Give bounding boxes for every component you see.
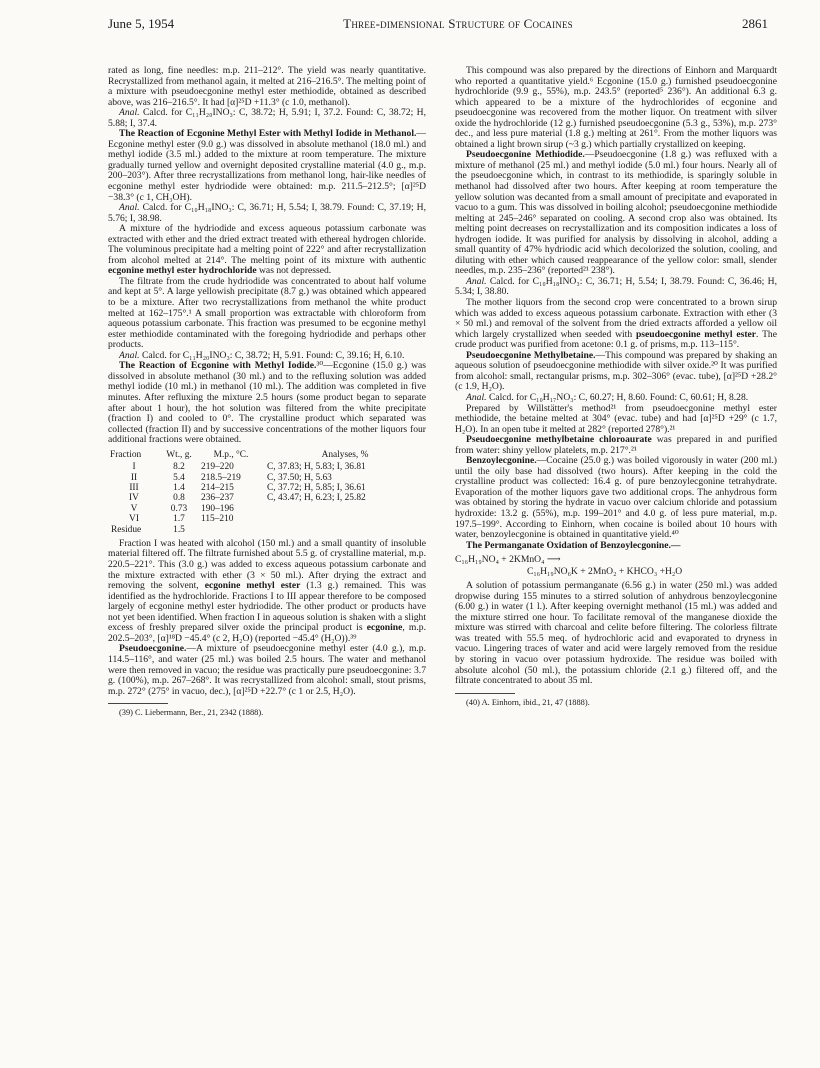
section-text: —A mixture of pseudoecgonine methyl ester (4.0 g.), m.p. 114.5–116°, and water (25 ml.) was boiled 2.5 hours. The water and methanol were then removed in vacuo; the residue was practically pure pseudoecgonine: 3.7 g. (100%), m.p. 267–268°. It was recrystallized from alcohol: small, stout prisms, m.p. 272° (275° in vacuo, dec.), [α]²⁵D +22.7° (c 1 or 2.5, H₂O). xyxy=(108,643,426,697)
text-run: The mother liquors from the second crop were concentrated to a brown sirup which was added to excess aqueous potassium carbonate. Extraction with ether (3 × 50 ml.) and removal of the solvent from the dried extracts afforded a yellow oil which largely crystallized when seeded with xyxy=(455,297,777,340)
analysis-text: Calcd. for C₁₁H₂₀INO₃: C, 38.72; H, 5.91; I, 37.2. Found: C, 38.72; H, 5.88; I, 37.4. xyxy=(108,107,427,129)
table-cell: 219–220 xyxy=(201,462,234,473)
table-cell: 8.2 xyxy=(173,462,185,473)
text-run: . The crude product was purified from acetone: 0.1 g. of prisms, m.p. 113–115°. xyxy=(455,328,777,351)
compound-name: ecgonine methyl ester xyxy=(204,580,301,592)
table-row xyxy=(108,473,426,483)
table-cell: III xyxy=(129,482,139,493)
section-heading: The Reaction of Ecgonine Methyl Ester with Methyl Iodide in Methanol. xyxy=(119,128,417,140)
table-cell xyxy=(264,514,426,524)
section-paragraph xyxy=(108,361,426,445)
section-paragraph xyxy=(455,456,777,540)
section-paragraph xyxy=(455,541,777,552)
table-cell: V xyxy=(130,503,138,514)
compound-name: ecgonine xyxy=(366,622,403,634)
table-cell: 5.4 xyxy=(173,472,185,483)
text-run: was not depressed. xyxy=(256,265,332,277)
analysis-paragraph xyxy=(455,393,777,404)
anal-label: Anal. xyxy=(466,391,487,403)
table-cell: 190–196 xyxy=(201,503,234,514)
compound-name: ecgonine methyl ester hydrochloride xyxy=(108,265,257,277)
table-cell: C, 37.83; H, 5.83; I, 36.81 xyxy=(267,462,366,473)
section-text: —Cocaine (25.0 g.) was boiled vigorously in water (200 ml.) until the oily base had dissolved (two hours). After keeping in the cold the crystalline product was collected: 16.4 g. of pure benzoylecgonine tetrahydrate. Evaporation of the mother liquors gave two additional crops. The anhydrous form was obtained by storing the hydrate in vacuo over calcium chloride and potassium hydroxide: 13.2 g. (55%), m.p. 199–201° and 4.0 g. of less pure material, m.p. 197.5–199°. According to Einhorn, when cocaine is boiled about 10 hours with water, benzoylecgonine is obtained in quantitative yield.⁴⁰ xyxy=(455,455,777,541)
reaction-equation xyxy=(455,554,777,578)
section-paragraph xyxy=(455,150,777,277)
table-cell: II xyxy=(130,472,138,483)
table-cell: VI xyxy=(129,514,139,525)
analysis-text: Calcd. for C₁₁H₂₀INO₃: C, 38.72; H, 5.91. Found: C, 39.16; H, 6.10. xyxy=(141,349,405,361)
header-date: June 5, 1954 xyxy=(108,16,175,31)
analysis-paragraph xyxy=(108,203,426,224)
table-cell: 0.8 xyxy=(173,493,185,504)
table-cell: Residue xyxy=(111,524,142,535)
table-cell: IV xyxy=(129,493,139,504)
table-row xyxy=(108,483,426,493)
text-run: (1.3 g.) remained. This was identified as the hydrochloride. Fractions I to III appear therefore to be composed largely of ecgonine methyl ester hydriodide. The other product or products have not yet been identified. When fraction I in aqueous solution is shaken with a slight excess of freshly prepared silver oxide the principal product is xyxy=(108,580,427,634)
section-heading: The Permanganate Oxidation of Benzoylecgonine.— xyxy=(466,539,681,551)
table-cell: 218.5–219 xyxy=(201,472,241,483)
anal-label: Anal. xyxy=(119,107,140,119)
page-number: 2861 xyxy=(741,16,768,31)
table-cell xyxy=(198,525,264,535)
footnote: (40) A. Einhorn, ibid., 21, 47 (1888). xyxy=(466,697,590,707)
table-row xyxy=(108,504,426,514)
table-row xyxy=(108,493,426,503)
page-header xyxy=(108,16,768,34)
table-header-row xyxy=(108,450,426,462)
column-header: Analyses, % xyxy=(321,449,369,460)
text-run: , m.p. 202.5–203°, [α]¹⁸D −45.4° (c 2, H₂O) (reported −45.4° (H₂O)).³⁹ xyxy=(108,622,426,644)
column-header: Wt., g. xyxy=(166,449,192,460)
analysis-text: Calcd. for C₁₀H₁₇NO₃: C, 60.27; H, 8.60. Found: C, 60.61; H, 8.28. xyxy=(488,391,749,403)
left-column xyxy=(108,66,426,718)
paragraph: rated as long, fine needles: m.p. 211–212°. The yield was nearly quantitative. Recrystallized from methanol again, it melted at 216–216.5°. The melting point of a mixture with pseudoecgonine methyl ester methiodide, obtained as described above, was 216–216.5°. It had [α]²⁵D +11.3° (c 1.0, methanol). xyxy=(108,65,426,108)
paragraph: A solution of potassium permanganate (6.56 g.) in water (250 ml.) was added dropwise during 155 minutes to a stirred solution of anhydrous benzoylecgonine (6.00 g.) in water (1 l.). After keeping overnight methanol (15 ml.) was added and the mixture stirred one hour. To facilitate removal of the manganese dioxide the mixture was stirred with charcoal and celite before filtering. The colorless filtrate was treated with 55.5 meq. of hydrochloric acid and evaporated to dryness in vacuo. Lingering traces of water and acid were largely removed from the residue by storing in vacuo over potassium hydroxide. The residue was boiled with absolute alcohol (50 ml.), the potassium chloride (2.1 g.) filtered off, and the filtrate concentrated to about 35 ml. xyxy=(455,580,777,687)
table-cell: 115–210 xyxy=(201,514,234,525)
table-cell: 1.5 xyxy=(173,524,185,535)
table-cell: 236–237 xyxy=(201,493,234,504)
table-cell: C, 37.50; H, 5.63 xyxy=(267,472,332,483)
footnote-rule xyxy=(108,703,168,704)
header-title: Three-dimensional Structure of Cocaines xyxy=(343,16,573,31)
analysis-paragraph xyxy=(455,277,777,298)
analysis-text: Calcd. for C₁₀H₁₈INO₃: C, 36.71; H, 5.54; I, 38.79. Found: C, 36.46; H, 5.34; I, 38.80. xyxy=(455,275,777,298)
table-cell: 0.73 xyxy=(170,503,188,514)
fractions-table xyxy=(108,450,426,535)
table-cell: 214–215 xyxy=(201,482,234,493)
paragraph: This compound was also prepared by the directions of Einhorn and Marquardt who reported a quantitative yield.⁶ Ecgonine (15.0 g.) furnished pseudoecgonine hydrochloride (9.9 g., 55%), m.p. 243.5° (reported⁵ 236°). An additional 6.3 g. which appeared to be a mixture of the hydrochlorides of ecgonine and pseudoecgonine was recovered from the mother liquor. On treatment with silver oxide the hydrochloride (12 g.) furnished pseudoecgonine (5.3 g., 53%), m.p. 273° dec., and less pure material (1.8 g.) melting at 261°. From the mother liquors was obtained a light brown sirup (~3 g.) which partially crystallized on keeping. xyxy=(455,65,777,150)
paragraph: The filtrate from the crude hydriodide was concentrated to about half volume and kept at 5°. A large yellowish precipitate (8.7 g.) was obtained which appeared to be a mixture. After two recrystallizations from methanol the white product melted at 162–175°.¹ A small proportion was extractable with chloroform from aqueous potassium carbonate. This fraction was presumed to be ecgonine methyl ester methiodide contaminated with the foregoing hydriodide and perhaps other products. xyxy=(108,275,426,351)
column-header: M.p., °C. xyxy=(213,449,249,460)
text-run: A mixture of the hydriodide and excess aqueous potassium carbonate was extracted with ether and the dried extract treated with ethereal hydrogen chloride. The voluminous precipitate had a melting point of 222° and after recrystallization from alcohol melted at 214°. The melting point of its mixture with authentic xyxy=(108,223,426,266)
section-text: —This compound was prepared by shaking an aqueous solution of pseudoecgonine methiodide with silver oxide.²⁰ It was purified from alcohol: small, rectangular prisms, m.p. 302–306° (evac. tube), [α]²⁵D +28.2° (c 1.9, H₂O). xyxy=(455,349,777,393)
anal-label: Anal. xyxy=(466,275,487,287)
table-cell: C, 43.47; H, 6.23; I, 25.82 xyxy=(267,493,366,504)
paragraph: Prepared by Willstätter's method²¹ from pseudoecgonine methyl ester methiodide, the betaine melted at 304° (evac. tube) and had [α]²⁵D +29° (c 1.7, H₂O). In an open tube it melted at 282° (reported 278°).²¹ xyxy=(455,402,777,435)
paragraph xyxy=(108,539,426,644)
table-cell xyxy=(264,504,426,514)
section-text: ³⁰—Ecgonine (15.0 g.) was dissolved in absolute methanol (30 ml.) and to the refluxing solution was added methyl iodide (10 ml.) in methanol (10 ml.). The addition was completed in five minutes. After refluxing the mixture 2.5 hours (some product began to separate after about 1 hour), the hot solution was filtered from the white precipitate (fraction I) and cooled to 0°. The crystalline product which separated was collected (fraction II) and by successive concentrations of the mother liquors four additional fractions were obtained. xyxy=(108,360,426,446)
section-text: —Pseudoecgonine (1.8 g.) was refluxed with a mixture of methanol (25 ml.) and methyl iodide (5.0 ml.) four hours. Nearly all of the pseudoecgonine which, in contrast to its methiodide, is sparingly soluble in methanol had dissolved after two hours. After keeping at room temperature the yellow solution was decanted from a small amount of precipitate and evaporated in vacuo to a gum. This was dissolved in boiling alcohol; pseudoecgonine methiodide melting at 245–246° separated on cooling. A second crop also was obtained. Its melting point decreases on recrystallization and its composition indicates a loss of hydrogen iodide. It was purified for analysis by dissolving in alcohol, adding a small quantity of 47% hydriodic acid which decolorized the solution, cooling, and diluting with ether which caused reappearance of the yellow color: small, slender needles, m.p. 235–236° (reported²¹ 238°). xyxy=(455,149,777,277)
table-row xyxy=(108,525,426,535)
section-paragraph xyxy=(455,351,777,393)
paragraph xyxy=(455,298,777,351)
table-cell xyxy=(264,525,426,535)
equation-line: C₁₆H₁₉NO₆K + 2MnO₂ + KHCO₃ +H₂O xyxy=(527,566,683,578)
analysis-text: Calcd. for C₁₀H₁₈INO₃: C, 36.71; H, 5.54; I, 38.79. Found: C, 37.19; H, 5.76; I, 38.98. xyxy=(108,202,426,224)
footnote-rule xyxy=(455,693,515,694)
paragraph xyxy=(108,224,426,277)
column-header: Fraction xyxy=(110,449,142,460)
footnote: (39) C. Liebermann, Ber., 21, 2342 (1888). xyxy=(119,708,264,718)
section-text: —Ecgonine methyl ester (9.0 g.) was dissolved in absolute methanol (18.0 ml.) and methyl iodide (3.5 ml.) added to the mixture at room temperature. The mixture gradually turned yellow and overnight deposited crystalline material (4.0 g., m.p. 200–203°). After three recrystallizations from methanol long, hair-like needles of ecgonine methyl ester hydriodide were obtained: m.p. 211.5–212.5°; [α]²⁵D −38.3° (c 1, CH₃OH). xyxy=(108,128,426,203)
analysis-paragraph xyxy=(108,108,426,129)
table-cell: C, 37.72; H, 5.85; I, 36.61 xyxy=(267,482,366,493)
section-heading: Pseudoecgonine. xyxy=(119,643,187,655)
right-column xyxy=(455,66,777,707)
section-heading: Pseudoecgonine Methiodide. xyxy=(466,149,585,161)
anal-label: Anal. xyxy=(119,202,140,214)
table-cell: 1.7 xyxy=(173,514,185,525)
table-row xyxy=(108,514,426,524)
equation-line: C₁₆H₁₉NO₄ + 2KMnO₄ ⟶ xyxy=(455,554,561,566)
section-paragraph xyxy=(108,644,426,697)
table-cell: 1.4 xyxy=(173,482,185,493)
table-row xyxy=(108,462,426,472)
section-heading: Pseudoecgonine Methylbetaine. xyxy=(466,349,596,361)
anal-label: Anal. xyxy=(119,349,140,361)
compound-name: pseudoecgonine methyl ester xyxy=(635,328,757,340)
section-heading: Pseudoecgonine methylbetaine chloroaurate xyxy=(466,434,652,446)
section-paragraph xyxy=(455,435,777,456)
section-paragraph xyxy=(108,129,426,203)
section-heading: The Reaction of Ecgonine with Methyl Iodide. xyxy=(119,360,317,372)
section-text: was prepared in and purified from water: shiny yellow platelets, m.p. 217°.²¹ xyxy=(455,434,777,456)
section-heading: Benzoylecgonine. xyxy=(466,455,537,467)
text-run: Fraction I was heated with alcohol (150 ml.) and a small quantity of insoluble material filtered off. The filtrate furnished about 5.5 g. of crystalline material, m.p. 220.5–221°. This (3.0 g.) was added to excess aqueous potassium carbonate and the mixture extracted with ether (3 × 50 ml.). After drying the extract and removing the solvent, xyxy=(108,537,426,592)
table-cell: I xyxy=(132,462,136,473)
